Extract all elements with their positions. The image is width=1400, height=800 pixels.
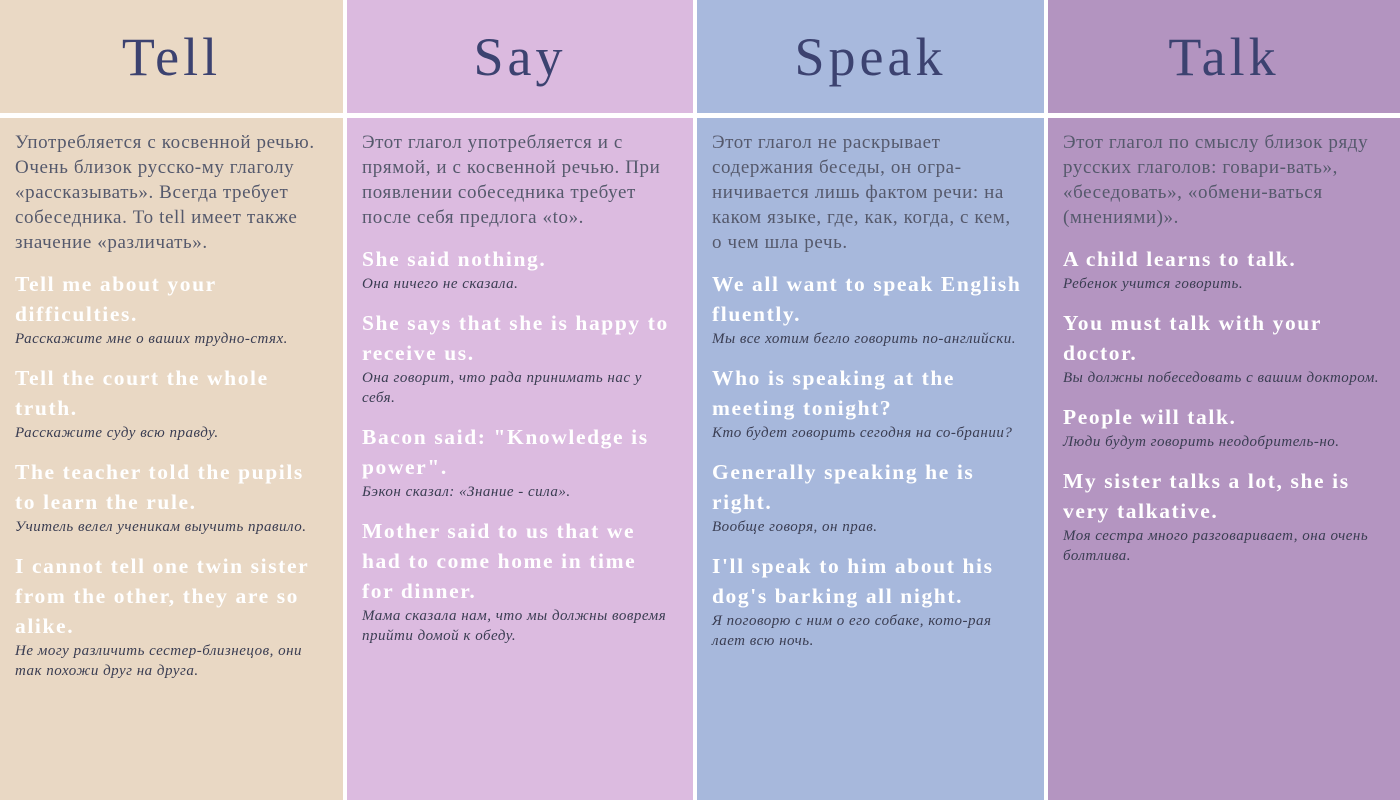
example-english: Who is speaking at the meeting tonight? bbox=[712, 366, 956, 420]
example-item bbox=[362, 308, 675, 408]
verb-title: Speak bbox=[794, 26, 947, 87]
usage-description: Этот глагол не раскрывает содержания беседы, он огра-ничивается лишь фактом речи: на каком языке, где, как, когда, с кем, о чем шла речь. bbox=[712, 132, 1011, 253]
usage-description: Употребляется с косвенной речью. Очень близок русско-му глаголу «рассказывать». Всегда требует собеседника. To tell имеет также значение «различать». bbox=[15, 132, 315, 253]
example-item bbox=[1063, 402, 1382, 452]
example-english: The teacher told the pupils to learn the rule. bbox=[15, 460, 304, 514]
example-item bbox=[15, 363, 325, 443]
example-item bbox=[712, 363, 1026, 443]
example-translation: Кто будет говорить сегодня на со-брании? bbox=[712, 425, 1013, 441]
example-translation: Мама сказала нам, что мы должны вовремя прийти домой к обеду. bbox=[362, 608, 667, 644]
verb-title: Say bbox=[473, 26, 567, 87]
example-translation: Не могу различить сестер-близнецов, они так похожи друг на друга. bbox=[15, 643, 303, 679]
column-header bbox=[697, 0, 1044, 113]
column-say bbox=[347, 0, 693, 800]
example-translation: Она ничего не сказала. bbox=[362, 276, 519, 292]
verb-title: Talk bbox=[1168, 26, 1280, 87]
usage-description: Этот глагол по смыслу близок ряду русских глаголов: говари-вать», «беседовать», «обмени-ваться (мнениями)». bbox=[1063, 132, 1369, 228]
example-translation: Люди будут говорить неодобритель-но. bbox=[1063, 434, 1340, 450]
column-tell bbox=[0, 0, 343, 800]
example-english: Bacon said: "Knowledge is power". bbox=[362, 425, 649, 479]
example-item bbox=[712, 551, 1026, 651]
example-item bbox=[362, 422, 675, 502]
column-header bbox=[0, 0, 343, 113]
example-english: We all want to speak English fluently. bbox=[712, 272, 1022, 326]
example-translation: Вы должны побеседовать с вашим доктором. bbox=[1063, 370, 1380, 386]
verb-title: Tell bbox=[121, 26, 222, 87]
example-english: My sister talks a lot, she is very talkative. bbox=[1063, 469, 1350, 523]
example-translation: Мы все хотим бегло говорить по-английски. bbox=[712, 331, 1016, 347]
example-translation: Ребенок учится говорить. bbox=[1063, 276, 1244, 292]
example-item bbox=[712, 457, 1026, 537]
example-english: She says that she is happy to receive us. bbox=[362, 311, 669, 365]
example-english: I cannot tell one twin sister from the other, they are so alike. bbox=[15, 554, 309, 638]
example-translation: Бэкон сказал: «Знание - сила». bbox=[362, 484, 571, 500]
example-item bbox=[362, 244, 675, 294]
example-english: Generally speaking he is right. bbox=[712, 460, 975, 514]
example-item bbox=[362, 516, 675, 646]
column-body bbox=[697, 118, 1044, 800]
example-item bbox=[15, 551, 325, 681]
column-header bbox=[1048, 0, 1400, 113]
example-item bbox=[15, 269, 325, 349]
example-english: Tell me about your difficulties. bbox=[15, 272, 217, 326]
example-item bbox=[1063, 308, 1382, 388]
column-body bbox=[347, 118, 693, 800]
example-translation: Расскажите мне о ваших трудно-стях. bbox=[15, 331, 288, 347]
example-translation: Она говорит, что рада принимать нас у себя. bbox=[362, 370, 642, 406]
example-english: A child learns to talk. bbox=[1063, 247, 1297, 271]
example-english: I'll speak to him about his dog's barking all night. bbox=[712, 554, 994, 608]
example-translation: Я поговорю с ним о его собаке, кото-рая лает всю ночь. bbox=[712, 613, 992, 649]
example-translation: Расскажите суду всю правду. bbox=[15, 425, 219, 441]
example-english: She said nothing. bbox=[362, 247, 547, 271]
column-speak bbox=[697, 0, 1044, 800]
example-item bbox=[15, 457, 325, 537]
column-body bbox=[0, 118, 343, 800]
example-item bbox=[1063, 466, 1382, 566]
column-body bbox=[1048, 118, 1400, 800]
example-item bbox=[1063, 244, 1382, 294]
column-header bbox=[347, 0, 693, 113]
example-translation: Учитель велел ученикам выучить правило. bbox=[15, 519, 307, 535]
example-english: People will talk. bbox=[1063, 405, 1237, 429]
usage-description: Этот глагол употребляется и с прямой, и с косвенной речью. При появлении собеседника требует после себя предлога «to». bbox=[362, 132, 661, 228]
example-item bbox=[712, 269, 1026, 349]
example-english: Tell the court the whole truth. bbox=[15, 366, 269, 420]
example-translation: Вообще говоря, он прав. bbox=[712, 519, 878, 535]
example-english: Mother said to us that we had to come home in time for dinner. bbox=[362, 519, 637, 603]
example-english: You must talk with your doctor. bbox=[1063, 311, 1322, 365]
example-translation: Моя сестра много разговаривает, она очень болтлива. bbox=[1063, 528, 1369, 564]
column-talk bbox=[1048, 0, 1400, 800]
